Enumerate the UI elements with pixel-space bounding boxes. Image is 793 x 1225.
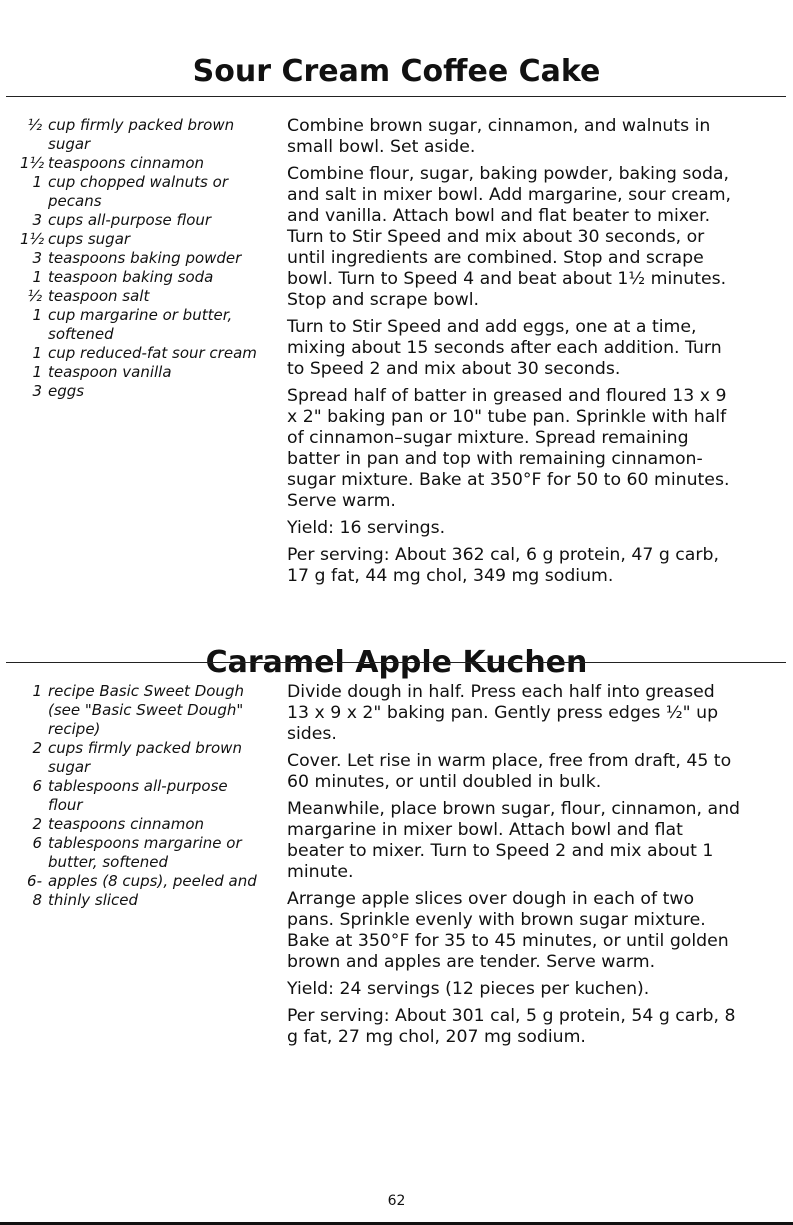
ingredient-item [20, 382, 265, 401]
yield: Yield: 16 servings. [287, 518, 446, 538]
ingredient-quantity: 6-8 [27, 872, 42, 909]
nutrition-info: Per serving: About 301 cal, 5 g protein, 54 g carb, 8 g fat, 27 mg chol, 207 mg sodium. [287, 1006, 736, 1047]
direction-paragraph: Arrange apple slices over dough in each of two pans. Sprinkle evenly with brown sugar mixture. Bake at 350°F for 35 to 45 minutes, or until golden brown and apples are tender. Serve warm. [287, 889, 729, 972]
ingredient-text: cups firmly packed brown sugar [48, 739, 242, 776]
ingredient-list [20, 116, 265, 401]
recipe-title: Caramel Apple Kuchen [205, 645, 588, 680]
ingredient-list [20, 682, 265, 910]
ingredient-item [20, 306, 265, 344]
recipe-title: Sour Cream Coffee Cake [192, 54, 601, 89]
ingredient-quantity: 6 [32, 777, 42, 795]
ingredient-item [20, 815, 265, 834]
ingredient-text: cups sugar [48, 230, 131, 248]
ingredient-item [20, 249, 265, 268]
direction-paragraph: Turn to Stir Speed and add eggs, one at a time, mixing about 15 seconds after each addition. Turn to Speed 2 and mix about 30 seconds. [287, 317, 722, 379]
ingredient-text: cup margarine or butter, softened [48, 306, 233, 343]
ingredient-text: teaspoon baking soda [48, 268, 214, 286]
yield: Yield: 24 servings (12 pieces per kuchen). [287, 979, 650, 999]
ingredient-text: teaspoons baking powder [48, 249, 242, 267]
ingredient-item [20, 211, 265, 230]
ingredient-item [20, 363, 265, 382]
directions [287, 682, 742, 1054]
ingredient-quantity: 6 [32, 834, 42, 852]
ingredient-text: cups all-purpose flour [48, 211, 212, 229]
ingredient-text: apples (8 cups), peeled and thinly sliced [48, 872, 257, 909]
ingredient-quantity: 1 [32, 306, 42, 324]
direction-paragraph: Cover. Let rise in warm place, free from draft, 45 to 60 minutes, or until doubled in bulk. [287, 751, 732, 792]
ingredient-item [20, 344, 265, 363]
ingredient-quantity: 1 [32, 344, 42, 362]
direction-paragraph: Divide dough in half. Press each half into greased 13 x 9 x 2" baking pan. Gently press edges ½" up sides. [287, 682, 719, 744]
title-divider [6, 96, 786, 97]
ingredient-item [20, 682, 265, 739]
ingredient-quantity: 1 [32, 173, 42, 191]
direction-paragraph: Meanwhile, place brown sugar, flour, cinnamon, and margarine in mixer bowl. Attach bowl and flat beater to mixer. Turn to Speed 2 and mix about 1 minute. [287, 799, 740, 882]
ingredient-item [20, 230, 265, 249]
direction-paragraph: Spread half of batter in greased and floured 13 x 9 x 2" baking pan or 10" tube pan. Sprinkle with half of cinnamon–sugar mixture. Spread remaining batter in pan and top with remaining cinnamon-sugar mixture. Bake at 350°F for 50 to 60 minutes. Serve warm. [287, 386, 730, 511]
nutrition-info: Per serving: About 362 cal, 6 g protein, 47 g carb, 17 g fat, 44 mg chol, 349 mg sodium. [287, 545, 719, 586]
ingredient-text: teaspoons cinnamon [48, 815, 204, 833]
ingredient-item [20, 777, 265, 815]
direction-paragraph: Combine brown sugar, cinnamon, and walnuts in small bowl. Set aside. [287, 116, 711, 157]
ingredient-quantity: 3 [32, 249, 42, 267]
ingredient-item [20, 287, 265, 306]
directions [287, 116, 742, 593]
ingredient-quantity: 1 [32, 682, 42, 700]
ingredient-item [20, 739, 265, 777]
ingredient-quantity: 1½ [20, 230, 45, 248]
ingredient-text: teaspoons cinnamon [48, 154, 204, 172]
ingredient-quantity: ½ [27, 287, 42, 305]
ingredient-quantity: 1 [32, 363, 42, 381]
ingredient-item [20, 116, 265, 154]
ingredient-quantity: 2 [32, 739, 42, 757]
ingredient-text: tablespoons all-purpose flour [48, 777, 228, 814]
direction-paragraph: Combine flour, sugar, baking powder, baking soda, and salt in mixer bowl. Add margarine, sour cream, and vanilla. Attach bowl and flat beater to mixer. Turn to Stir Speed and mix about 30 seconds, or until ingredients are combined. Stop and scrape bowl. Turn to Speed 4 and beat about 1½ minutes. Stop and scrape bowl. [287, 164, 732, 310]
ingredient-item [20, 872, 265, 910]
ingredient-text: recipe Basic Sweet Dough (see "Basic Sweet Dough" recipe) [48, 682, 244, 738]
ingredient-text: tablespoons margarine or butter, softened [48, 834, 242, 871]
ingredient-quantity: 2 [32, 815, 42, 833]
ingredient-text: eggs [48, 382, 85, 400]
ingredient-text: teaspoon vanilla [48, 363, 172, 381]
ingredient-quantity: 3 [32, 382, 42, 400]
title-divider [6, 662, 786, 663]
ingredient-item [20, 154, 265, 173]
ingredient-text: cup firmly packed brown sugar [48, 116, 235, 153]
ingredient-text: teaspoon salt [48, 287, 150, 305]
ingredient-item [20, 268, 265, 287]
ingredient-quantity: ½ [27, 116, 42, 134]
ingredient-text: cup chopped walnuts or pecans [48, 173, 228, 210]
ingredient-quantity: 3 [32, 211, 42, 229]
ingredient-quantity: 1½ [20, 154, 45, 172]
ingredient-quantity: 1 [32, 268, 42, 286]
ingredient-item [20, 173, 265, 211]
ingredient-text: cup reduced-fat sour cream [48, 344, 257, 362]
page-number: 62 [387, 1193, 406, 1209]
ingredient-item [20, 834, 265, 872]
